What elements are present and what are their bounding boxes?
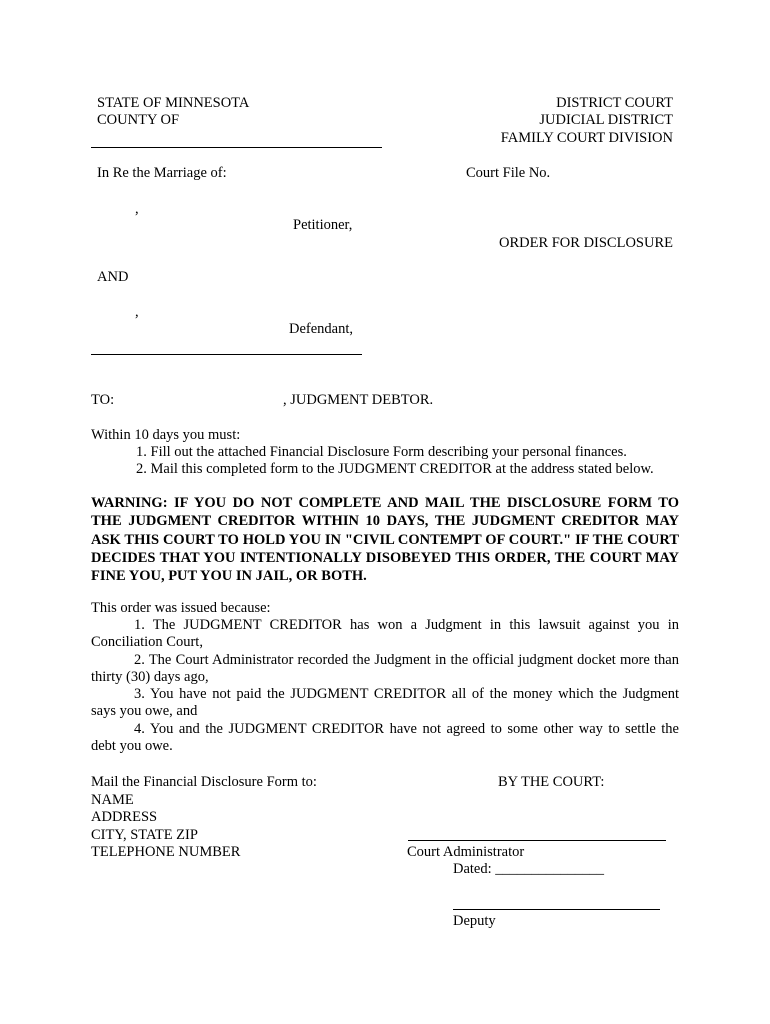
dated-field: Dated: _______________ (453, 861, 605, 877)
court-file-label: Court File No. (466, 165, 551, 181)
reason-item: 2. The Court Administrator recorded the Judgment in the official judgment docket more than thirty (30) days ago, (91, 651, 679, 685)
judicial-district: JUDICIAL DISTRICT (539, 112, 673, 128)
reasons-list (91, 617, 679, 755)
document-title: ORDER FOR DISCLOSURE (498, 235, 673, 251)
instructions-intro: Within 10 days you must: (91, 427, 241, 443)
deputy-signature-line (453, 909, 660, 910)
petitioner-name-comma: , (135, 201, 139, 217)
creditor-address: ADDRESS (91, 809, 158, 825)
reason-item: 4. You and the JUDGMENT CREDITOR have not agreed to some other way to settle the debt you owe. (91, 720, 679, 755)
court-name: DISTRICT COURT (556, 95, 673, 111)
reason-item: 3. You have not paid the JUDGMENT CREDITOR all of the money which the Judgment says you owe, and (91, 686, 679, 720)
state-name: STATE OF MINNESOTA (97, 95, 250, 111)
reason-item: 1. The JUDGMENT CREDITOR has won a Judgment in this lawsuit against you in Conciliation Court, (91, 617, 679, 651)
instruction-item: 2. Mail this completed form to the JUDGMENT CREDITOR at the address stated below. (136, 461, 654, 477)
petitioner-label: Petitioner, (293, 217, 353, 233)
mail-to-label: Mail the Financial Disclosure Form to: (91, 774, 317, 790)
creditor-name: NAME (91, 792, 134, 808)
county-label: COUNTY OF (97, 112, 180, 128)
judgment-debtor-label: , JUDGMENT DEBTOR. (283, 392, 434, 408)
creditor-city-state-zip: CITY, STATE ZIP (91, 827, 198, 843)
administrator-signature-line (408, 840, 666, 841)
defendant-label: Defendant, (289, 321, 354, 337)
caption-bottom-line (91, 354, 362, 355)
court-division: FAMILY COURT DIVISION (500, 130, 673, 146)
by-the-court-label: BY THE COURT: (498, 774, 605, 790)
court-administrator-label: Court Administrator (407, 844, 525, 860)
defendant-name-comma: , (135, 304, 139, 320)
to-label: TO: (91, 392, 115, 408)
county-line (91, 147, 382, 148)
reasons-intro: This order was issued because: (91, 600, 271, 616)
and-label: AND (97, 269, 129, 285)
instruction-item: 1. Fill out the attached Financial Disclosure Form describing your personal finances. (136, 444, 627, 460)
in-re-label: In Re the Marriage of: (97, 165, 227, 181)
contempt-warning: WARNING: IF YOU DO NOT COMPLETE AND MAIL THE DISCLOSURE FORM TO THE JUDGMENT CREDITOR WITHIN 10 DAYS, THE JUDGMENT CREDITOR MAY ASK THIS COURT TO HOLD YOU IN "CIVIL CONTEMPT OF COURT." IF THE COURT DECIDES THAT YOU INTENTIONALLY DISOBEYED THIS ORDER, THE COURT MAY FINE YOU, PUT YOU IN JAIL, OR BOTH. (91, 495, 679, 585)
deputy-label: Deputy (453, 913, 496, 929)
creditor-telephone: TELEPHONE NUMBER (91, 844, 241, 860)
